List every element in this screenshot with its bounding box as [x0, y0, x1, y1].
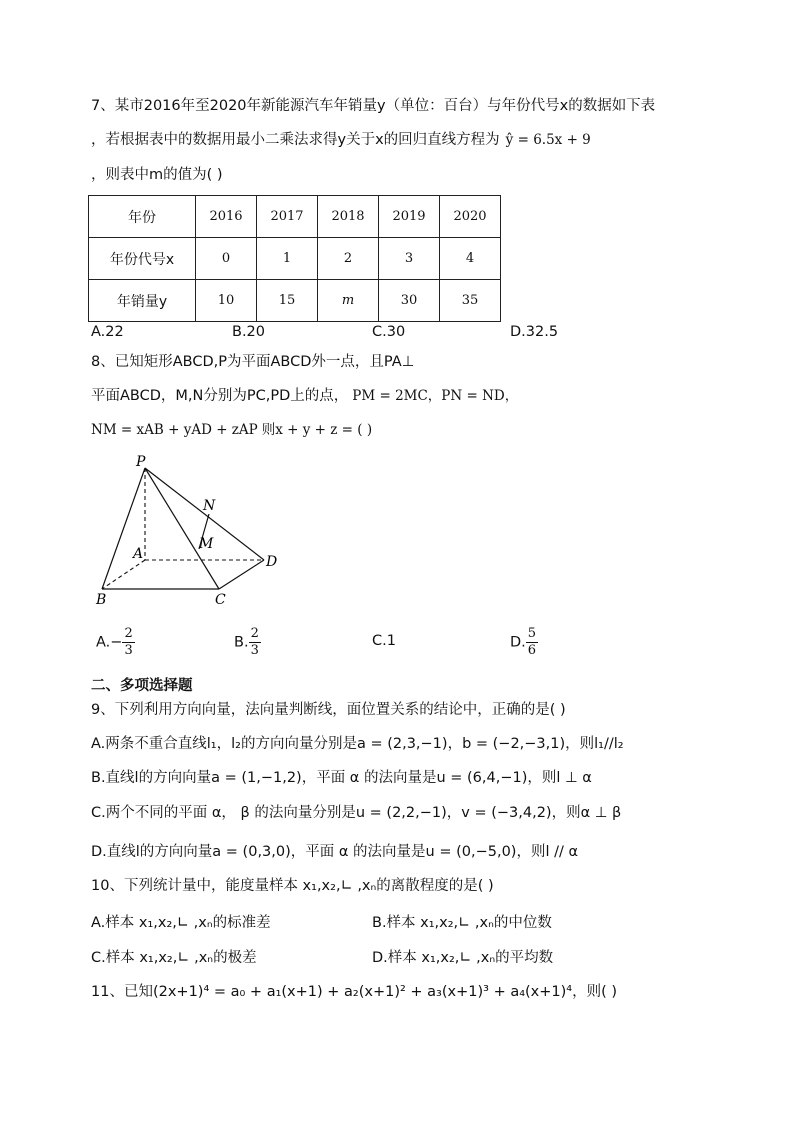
q10-option-c: C.样本 x₁,x₂,∟ ,xₙ的极差 — [91, 950, 257, 966]
label-n: N — [203, 498, 216, 514]
q9-stem: 9、下列利用方向向量，法向量判断线，面位置关系的结论中，正确的是( ) — [91, 702, 566, 718]
q8-stem-line2 — [91, 386, 518, 406]
q8-option-a — [96, 626, 135, 659]
q7-data-table — [88, 195, 501, 322]
denominator: 6 — [527, 643, 537, 658]
table-cell: 0 — [196, 238, 257, 280]
edge-cd — [219, 560, 264, 589]
table-cell: 2020 — [440, 196, 501, 238]
denominator: 3 — [250, 643, 259, 658]
q7-option-d: D.32.5 — [510, 324, 559, 340]
table-cell: 2016 — [196, 196, 257, 238]
q7-option-b: B.20 — [232, 324, 266, 340]
q10-stem: 10、下列统计量中，能度量样本 x₁,x₂,∟ ,xₙ的离散程度的是( ) — [91, 878, 494, 894]
table-cell: 10 — [196, 280, 257, 322]
label-m: M — [199, 536, 214, 552]
denominator: 3 — [124, 643, 133, 658]
table-cell: 4 — [440, 238, 501, 280]
q9-option-d: D.直线l的方向向量a = (0,3,0)，平面 α 的法向量是u = (0,−5,0)，则l // α — [91, 844, 579, 860]
q9-option-c: C.两个不同的平面 α， β 的法向量分别是u = (2,2,−1)，v = (−3,4,2)，则α ⊥ β — [91, 805, 622, 821]
q8-option-d-fraction — [526, 626, 538, 659]
q8-question-tail: 则x + y + z = ( ) — [261, 422, 373, 438]
numerator: 2 — [250, 626, 259, 641]
table-cell: 2018 — [318, 196, 379, 238]
table-cell: 15 — [257, 280, 318, 322]
table-row — [89, 238, 501, 280]
edge-pb — [102, 468, 145, 589]
q8-vector-relations: PM = 2MC，PN = ND， — [352, 388, 519, 404]
q11-stem: 11、已知(2x+1)⁴ = a₀ + a₁(x+1) + a₂(x+1)² + a₃(x+1)³ + a₄(x+1)⁴，则( ) — [91, 984, 618, 1000]
table-cell: 3 — [379, 238, 440, 280]
label-p: P — [136, 454, 146, 470]
label-a: A — [133, 546, 144, 562]
section-heading: 二、多项选择题 — [91, 678, 193, 694]
q9-option-a: A.两条不重合直线l₁，l₂的方向向量分别是a = (2,3,−1)，b = (−2,−3,1)，则l₁//l₂ — [91, 736, 624, 752]
table-cell: 1 — [257, 238, 318, 280]
table-cell: 年销量y — [89, 280, 196, 322]
q8-stem-line1: 8、已知矩形ABCD,P为平面ABCD外一点，且PA⊥ — [91, 354, 415, 370]
q8-option-b — [234, 626, 261, 659]
label-d: D — [266, 554, 278, 570]
table-row — [89, 280, 501, 322]
table-cell: 2019 — [379, 196, 440, 238]
edge-pc — [145, 468, 219, 589]
q7-stem-line3: ，则表中m的值为( ) — [91, 167, 223, 183]
q7-stem-line2 — [91, 130, 591, 150]
q8-stem-line2-text: 平面ABCD，M,N分别为PC,PD上的点， — [91, 388, 349, 404]
label-c: C — [215, 592, 226, 608]
q7-stem-line1: 7、某市2016年至2020年新能源汽车年销量y（单位：百台）与年份代号x的数据如下表 — [91, 98, 656, 114]
q8-option-b-prefix: B. — [234, 634, 249, 651]
q8-option-d-prefix: D. — [510, 634, 526, 651]
table-cell: 2 — [318, 238, 379, 280]
table-cell: 2017 — [257, 196, 318, 238]
table-cell: 年份代号x — [89, 238, 196, 280]
q8-option-c: C.1 — [372, 633, 396, 649]
q7-regression-equation: ŷ = 6.5x + 9 — [505, 132, 591, 148]
q8-option-a-fraction — [122, 626, 134, 659]
table-cell: 30 — [379, 280, 440, 322]
table-row — [89, 196, 501, 238]
q8-stem-line3 — [91, 420, 372, 440]
label-b: B — [96, 592, 107, 608]
table-cell: 35 — [440, 280, 501, 322]
q9-option-b: B.直线l的方向向量a = (1,−1,2)，平面 α 的法向量是u = (6,4,−1)，则l ⊥ α — [91, 770, 592, 786]
table-cell: m — [318, 280, 379, 322]
q10-option-a: A.样本 x₁,x₂,∟ ,xₙ的标准差 — [91, 915, 271, 931]
numerator: 5 — [527, 626, 537, 641]
q8-option-a-prefix: A.− — [96, 634, 123, 651]
q7-option-c: C.30 — [372, 324, 406, 340]
edge-ab — [102, 560, 145, 589]
q8-vector-decomposition: NM = xAB + yAD + zAP — [91, 422, 258, 438]
q8-option-d — [510, 626, 538, 659]
q10-option-d: D.样本 x₁,x₂,∟ ,xₙ的平均数 — [372, 950, 554, 966]
q8-option-b-fraction — [249, 626, 261, 659]
q8-pyramid-figure — [88, 452, 288, 612]
q7-stem-line2-text: ，若根据表中的数据用最小二乘法求得y关于x的回归直线方程为 — [91, 132, 500, 148]
q7-option-a: A.22 — [91, 324, 124, 340]
q10-option-b: B.样本 x₁,x₂,∟ ,xₙ的中位数 — [372, 915, 552, 931]
numerator: 2 — [124, 626, 133, 641]
table-cell: 年份 — [89, 196, 196, 238]
